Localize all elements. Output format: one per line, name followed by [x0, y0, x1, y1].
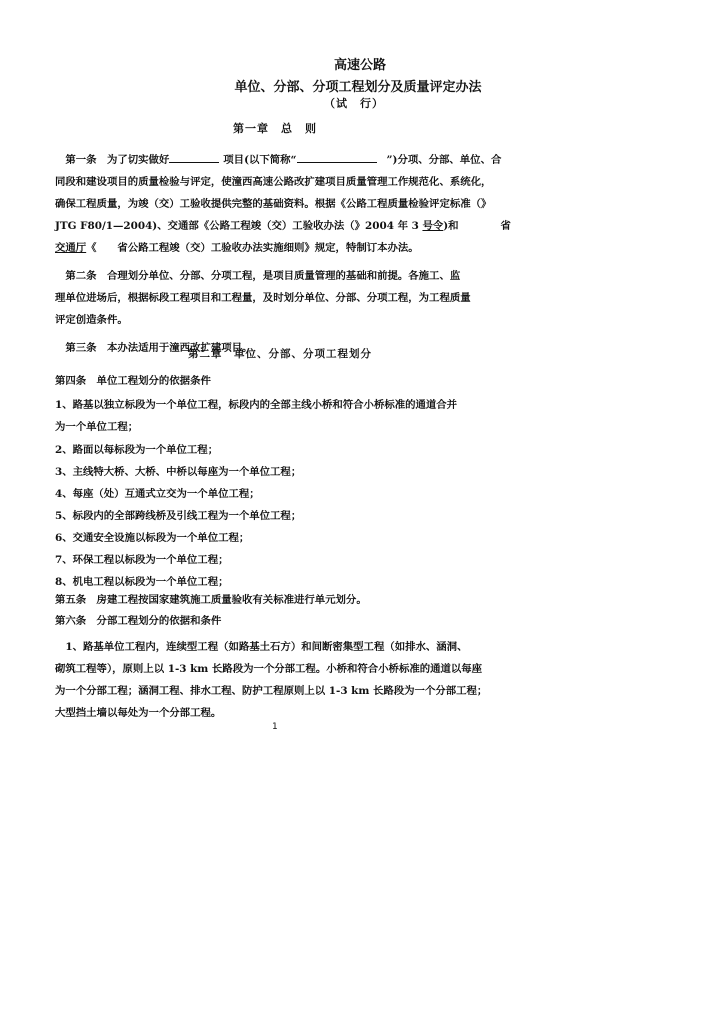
article6-para-line1: 1、路基单位工程内，连续型工程（如路基土石方）和间断密集型工程（如排水、涵洞、 [55, 641, 468, 653]
article6-title: 第六条 分部工程划分的依据和条件 [55, 615, 222, 627]
article4-item6: 6、交通安全设施以标段为一个单位工程； [55, 532, 250, 544]
article4-item1-line1: 1、路基以独立标段为一个单位工程，标段内的全部主线小桥和符合小桥标准的通道合并 [55, 399, 458, 411]
article4-item5: 5、标段内的全部跨线桥及引线工程为一个单位工程； [55, 510, 302, 522]
document-title-line1: 高速公路 [333, 58, 386, 73]
article1-text: 第一条 为了切实做好 [55, 154, 170, 166]
document-title-line2: 单位、分部、分项工程划分及质量评定办法 [234, 80, 482, 95]
article1-line1 [55, 153, 501, 167]
article4-item3: 3、主线特大桥、大桥、中桥以每座为一个单位工程； [55, 466, 302, 478]
article4-item4: 4、每座（处）互通式立交为一个单位工程； [55, 488, 260, 500]
article2-line2: 理单位进场后，根据标段工程项目和工程量，及时划分单位、分部、分项工程，为工程质量 [55, 292, 471, 304]
blank-field [169, 154, 219, 163]
article1-line4 [55, 219, 511, 233]
article4-item7: 7、环保工程以标段为一个单位工程； [55, 554, 229, 566]
article6-para-line4: 大型挡土墙以每处为一个分部工程。 [55, 707, 222, 719]
chapter2-heading: 第二章 单位、分部、分项工程划分 [188, 348, 372, 360]
article4-item2: 2、路面以每标段为一个单位工程； [55, 444, 219, 456]
article2-line3: 评定创造条件。 [55, 314, 128, 326]
article4-item8: 8、机电工程以标段为一个单位工程； [55, 576, 229, 588]
chapter1-heading: 第一章 总 则 [233, 122, 317, 135]
article1-line2: 同段和建设项目的质量检验与评定，使潼西高速公路改扩建项目质量管理工作规范化、系统化， [55, 176, 492, 188]
page-number: 1 [272, 722, 278, 732]
article4-item1-line2: 为一个单位工程； [55, 421, 139, 433]
article1-text: 项目(以下简称“ [223, 154, 297, 166]
article5: 第五条 房建工程按国家建筑施工质量验收有关标准进行单元划分。 [55, 594, 367, 606]
article1-line5 [55, 241, 419, 255]
article1-text: JTG F80/1—2004)、交通部《公路工程竣（交）工验收办法（》2004 年 3 [55, 220, 423, 232]
article1-line3: 确保工程质量，为竣（交）工验收提供完整的基础资料。根据《公路工程质量检验评定标准（》 [55, 198, 492, 210]
article1-text: 号令 [422, 220, 444, 232]
article1-text: 交通厅 [55, 242, 87, 254]
article6-para-line3: 为一个分部工程；涵洞工程、排水工程、防护工程原则上以 1-3 km 长路段为一个分部工程； [55, 685, 488, 697]
blank-field [297, 154, 377, 163]
document-title-trial: （试 行） [324, 97, 384, 110]
article4-title: 第四条 单位工程划分的依据条件 [55, 375, 211, 387]
article2-line1: 第二条 合理划分单位、分部、分项工程，是项目质量管理的基础和前提。各施工、监 [55, 270, 461, 282]
article1-text: 《 省公路工程竣（交）工验收办法实施细则》规定，特制订本办法。 [86, 242, 419, 254]
article6-para-line2: 砌筑工程等），原则上以 1-3 km 长路段为一个分部工程。小桥和符合小桥标准的通道以每座 [55, 663, 483, 675]
article1-text: )和 [443, 220, 459, 232]
article3: 第三条 本办法适用于潼西改扩建项目。 [55, 342, 253, 354]
article1-text: ”)分项、分部、单位、合 [386, 154, 502, 166]
article1-text: 省 [500, 220, 511, 232]
